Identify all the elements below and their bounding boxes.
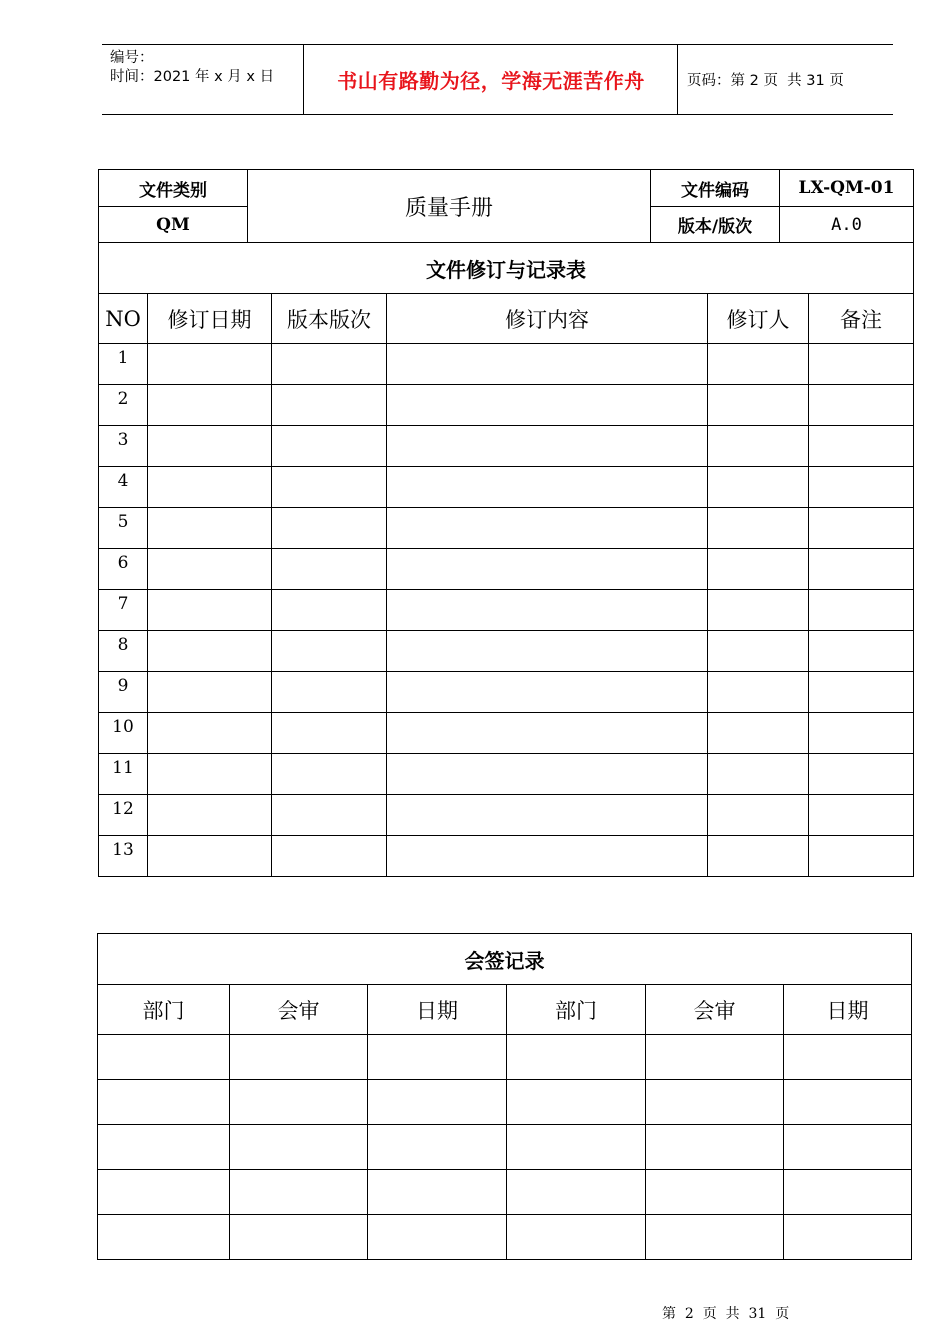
column-header: 备注	[809, 294, 914, 344]
table-cell	[272, 631, 387, 672]
table-cell	[387, 467, 708, 508]
table-row	[99, 836, 914, 877]
table-cell	[809, 631, 914, 672]
table-cell	[646, 1170, 784, 1215]
table-cell	[809, 467, 914, 508]
table-cell	[708, 508, 809, 549]
version-label: 版本/版次	[651, 207, 780, 243]
table-cell	[387, 631, 708, 672]
column-header: 会审	[646, 985, 784, 1035]
table-cell	[646, 1035, 784, 1080]
column-header: 修订人	[708, 294, 809, 344]
table-cell	[646, 1125, 784, 1170]
table-cell	[708, 385, 809, 426]
table-cell	[646, 1080, 784, 1125]
table-row	[99, 713, 914, 754]
table-cell	[387, 344, 708, 385]
row-number: 12	[99, 795, 148, 836]
column-header: 日期	[368, 985, 507, 1035]
table-row	[99, 385, 914, 426]
row-number: 5	[99, 508, 148, 549]
table-cell	[148, 344, 272, 385]
table-cell	[708, 426, 809, 467]
table-row	[98, 1125, 912, 1170]
table-cell	[148, 672, 272, 713]
table-cell	[809, 795, 914, 836]
table-row	[98, 1215, 912, 1260]
table-row	[98, 1035, 912, 1080]
column-header: NO	[99, 294, 148, 344]
table-cell	[708, 590, 809, 631]
table-row	[99, 672, 914, 713]
table-cell	[809, 508, 914, 549]
table-row	[98, 1170, 912, 1215]
row-number: 13	[99, 836, 148, 877]
table-cell	[387, 508, 708, 549]
table-cell	[507, 1170, 646, 1215]
table-cell	[784, 1170, 912, 1215]
table-row	[98, 1080, 912, 1125]
table-cell	[368, 1080, 507, 1125]
column-header: 部门	[507, 985, 646, 1035]
table-cell	[272, 590, 387, 631]
table-cell	[148, 631, 272, 672]
revision-table-caption: 文件修订与记录表	[99, 243, 914, 294]
table-cell	[784, 1125, 912, 1170]
table-cell	[708, 713, 809, 754]
table-cell	[646, 1215, 784, 1260]
table-cell	[708, 344, 809, 385]
revision-table	[98, 242, 914, 877]
column-header: 版本版次	[272, 294, 387, 344]
header-divider	[677, 45, 678, 114]
table-cell	[272, 754, 387, 795]
table-cell	[809, 549, 914, 590]
document-title: 质量手册	[248, 170, 651, 243]
table-cell	[272, 836, 387, 877]
row-number: 9	[99, 672, 148, 713]
column-header: 修订日期	[148, 294, 272, 344]
table-cell	[148, 549, 272, 590]
table-cell	[387, 836, 708, 877]
column-header: 日期	[784, 985, 912, 1035]
table-cell	[272, 426, 387, 467]
footer-page-number: 第 2 页 共 31 页	[662, 1306, 790, 1322]
table-cell	[507, 1215, 646, 1260]
table-cell	[507, 1125, 646, 1170]
row-number: 7	[99, 590, 148, 631]
row-number: 6	[99, 549, 148, 590]
category-value: QM	[99, 207, 248, 243]
table-cell	[148, 836, 272, 877]
table-cell	[148, 426, 272, 467]
header-left	[110, 49, 300, 87]
table-cell	[809, 672, 914, 713]
table-cell	[387, 713, 708, 754]
table-cell	[368, 1125, 507, 1170]
table-row	[99, 795, 914, 836]
table-cell	[708, 754, 809, 795]
document-code-label: 编号：	[110, 50, 154, 66]
table-cell	[148, 713, 272, 754]
table-cell	[230, 1125, 368, 1170]
table-row	[99, 631, 914, 672]
version-value: A.0	[780, 207, 914, 243]
table-row	[99, 467, 914, 508]
table-cell	[368, 1035, 507, 1080]
table-cell	[809, 836, 914, 877]
countersign-table-caption: 会签记录	[98, 934, 912, 985]
column-header: 部门	[98, 985, 230, 1035]
table-cell	[230, 1170, 368, 1215]
row-number: 11	[99, 754, 148, 795]
table-cell	[708, 631, 809, 672]
table-cell	[708, 836, 809, 877]
table-cell	[809, 385, 914, 426]
document-meta-table	[98, 169, 914, 243]
column-header: 修订内容	[387, 294, 708, 344]
page-footer	[0, 1303, 950, 1335]
table-cell	[507, 1035, 646, 1080]
table-cell	[98, 1170, 230, 1215]
table-cell	[230, 1080, 368, 1125]
row-number: 2	[99, 385, 148, 426]
table-cell	[148, 795, 272, 836]
table-cell	[148, 385, 272, 426]
table-cell	[98, 1215, 230, 1260]
table-cell	[272, 549, 387, 590]
code-label: 文件编码	[651, 170, 780, 207]
table-cell	[98, 1080, 230, 1125]
column-header: 会审	[230, 985, 368, 1035]
table-cell	[784, 1080, 912, 1125]
row-number: 10	[99, 713, 148, 754]
table-cell	[507, 1080, 646, 1125]
table-row	[99, 426, 914, 467]
header-slogan: 书山有路勤为径，学海无涯苦作舟	[337, 69, 645, 93]
table-cell	[272, 344, 387, 385]
table-cell	[387, 754, 708, 795]
row-number: 1	[99, 344, 148, 385]
table-cell	[148, 590, 272, 631]
table-cell	[708, 549, 809, 590]
countersign-table	[97, 933, 912, 1260]
table-cell	[368, 1170, 507, 1215]
header-page-info: 页码：第 2 页 共 31 页	[687, 73, 844, 89]
table-cell	[98, 1125, 230, 1170]
table-cell	[784, 1035, 912, 1080]
table-cell	[272, 508, 387, 549]
table-cell	[230, 1035, 368, 1080]
table-row	[99, 590, 914, 631]
row-number: 3	[99, 426, 148, 467]
table-cell	[387, 795, 708, 836]
table-cell	[272, 672, 387, 713]
table-cell	[809, 754, 914, 795]
table-cell	[708, 795, 809, 836]
table-cell	[368, 1215, 507, 1260]
table-cell	[272, 467, 387, 508]
table-cell	[387, 385, 708, 426]
row-number: 8	[99, 631, 148, 672]
document-time: 时间：2021 年 x 月 x 日	[110, 69, 275, 85]
table-cell	[272, 713, 387, 754]
code-value: LX-QM-01	[780, 170, 914, 207]
table-cell	[272, 385, 387, 426]
table-row	[99, 344, 914, 385]
category-label: 文件类别	[99, 170, 248, 207]
table-cell	[272, 795, 387, 836]
table-cell	[784, 1215, 912, 1260]
table-cell	[708, 467, 809, 508]
table-cell	[230, 1215, 368, 1260]
table-cell	[809, 344, 914, 385]
table-cell	[387, 672, 708, 713]
table-cell	[387, 426, 708, 467]
table-cell	[809, 426, 914, 467]
table-cell	[387, 549, 708, 590]
row-number: 4	[99, 467, 148, 508]
table-row	[99, 754, 914, 795]
table-cell	[387, 590, 708, 631]
table-cell	[98, 1035, 230, 1080]
table-cell	[809, 590, 914, 631]
page-header	[102, 44, 893, 115]
table-cell	[148, 754, 272, 795]
table-cell	[708, 672, 809, 713]
table-cell	[809, 713, 914, 754]
table-row	[99, 508, 914, 549]
table-cell	[148, 508, 272, 549]
table-row	[99, 549, 914, 590]
table-cell	[148, 467, 272, 508]
